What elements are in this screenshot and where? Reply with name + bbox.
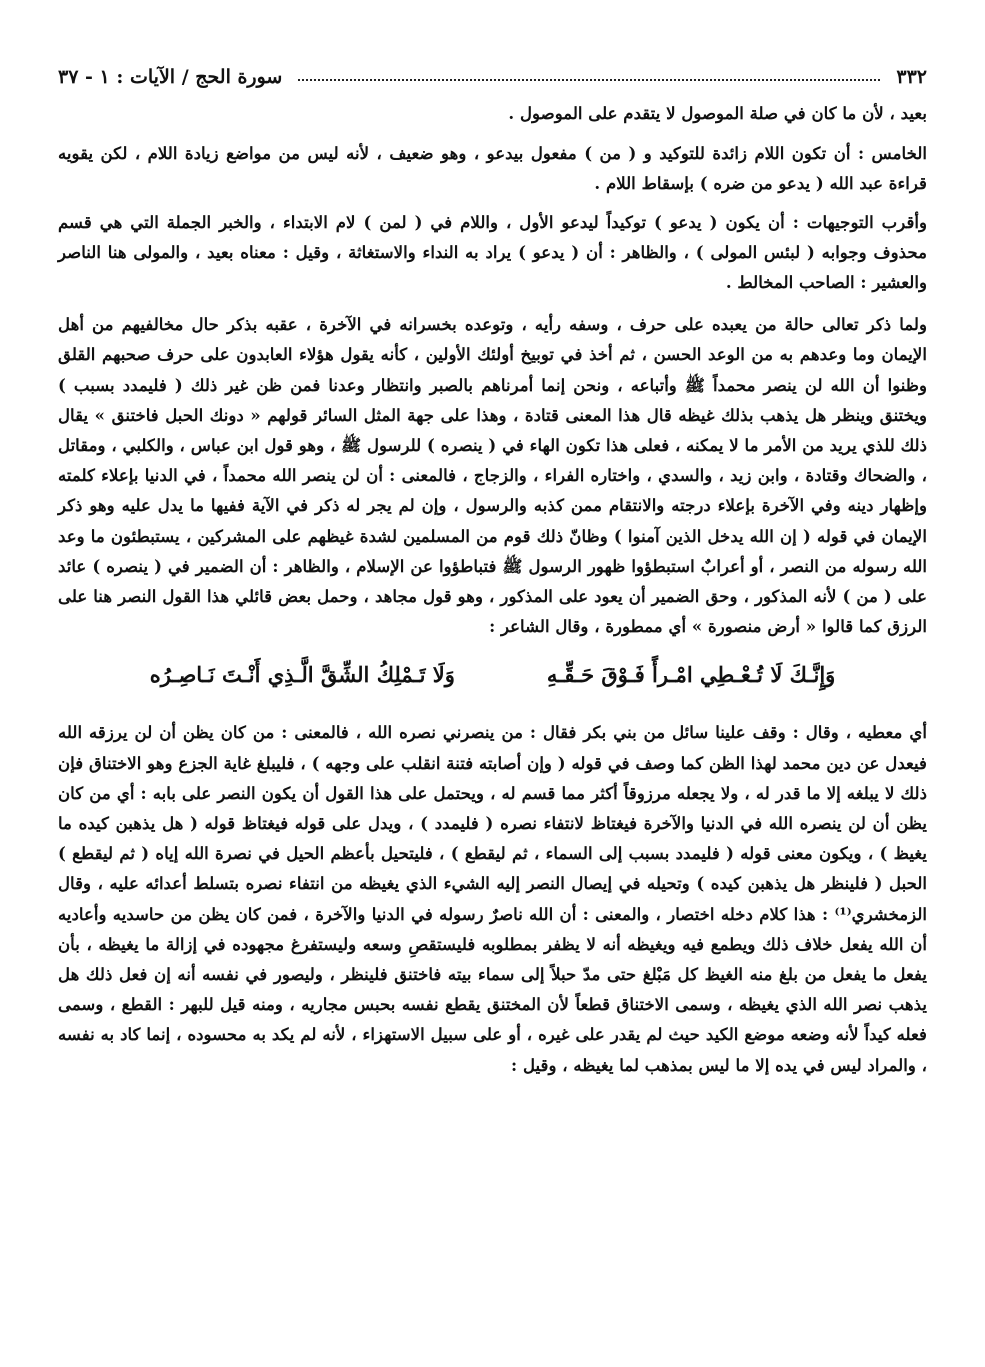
header-dotted-leader xyxy=(298,79,880,81)
page-number: ٣٣٢ xyxy=(896,66,927,88)
paragraph: الخامس : أن تكون اللام زائدة للتوكيد و ( من ) مفعول بيدعو ، وهو ضعيف ، لأنه ليس من مواضع زيادة اللام ، لكن يقويه قراءة عبد الله ( يدعو من ضره ) بإسقاط اللام . xyxy=(58,143,927,194)
page-header xyxy=(58,62,927,92)
running-title: سورة الحج / الآيات : ١ - ٣٧ xyxy=(58,66,283,88)
verse-second-hemistich: وَلَا تَـمْلِكُ الشِّقَّ الَّـذِي أَنْـتَ نَـاصِـرُه xyxy=(149,661,455,687)
paragraph: ولما ذكر تعالى حالة من يعبده على حرف ، وسفه رأيه ، وتوعده بخسرانه في الآخرة ، عقبه بذكر حال مخالفيهم من أهل الإيمان وما وعدهم به من الوعد الحسن ، ثم أخذ في توبيخ أولئك الأولين ، كأنه يقول هؤلاء العابدون على حرف صحبهم القلق وظنوا أن الله لن ينصر محمداً ﷺ وأتباعه ، ونحن إنما أمرناهم بالصبر وانتظار وعدنا فمن ظن غير ذلك ( فليمدد بسبب ) ويختنق وينظر هل يذهب بذلك غيظه قال هذا المعنى قتادة ، وهذا على جهة المثل السائر قولهم « دونك الحبل فاختنق » يقال ذلك للذي يريد من الأمر ما لا يمكنه ، فعلى هذا تكون الهاء في ( ينصره ) للرسول ﷺ ، وهو قول ابن عباس ، والكلبي ، ومقاتل ، والضحاك وقتادة ، وابن زيد ، والسدي ، واختاره الفراء ، والزجاج ، فالمعنى : أن لن ينصر الله محمداً ، في الدنيا بإعلاء كلمته وإظهار دينه وفي الآخرة بإعلاء درجته والانتقام ممن كذبه والرسول ، وإن لم يجر له ذكر في الآية ففيها ما يدل عليه وهو ذكر الإيمان في قوله ( إن الله يدخل الذين آمنوا ) وظانّ ذلك قوم من المسلمين لشدة غيظهم على المشركين ، يستبطئون ما وعد الله رسوله من النصر ، أو أعرابٌ استبطؤوا ظهور الرسول ﷺ فتباطؤوا عن الإسلام ، والظاهر : أن الضمير في ( ينصره ) عائد على ( من ) لأنه المذكور ، وحق الضمير أن يعود على المذكور ، وهو قول مجاهد ، وحمل بعض قائلي هذا القول النصر هنا على الرزق كما قالوا « أرض منصورة » أي ممطورة ، وقال الشاعر : xyxy=(58,314,927,637)
paragraph: بعيد ، لأن ما كان في صلة الموصول لا يتقدم على الموصول . xyxy=(508,103,927,123)
paragraph: وأقرب التوجيهات : أن يكون ( يدعو ) توكيداً ليدعو الأول ، واللام في ( لمن ) لام الابتداء ، والخبر الجملة التي هي قسم محذوف وجوابه ( لبئس المولى ) ، والظاهر : أن ( يدعو ) يراد به النداء والاستغاثة ، وقيل : معناه بعيد ، والمولى هنا الناصر والعشير : الصاحب المخالط . xyxy=(58,211,927,293)
paragraph: أي معطيه ، وقال : وقف علينا سائل من بني بكر فقال : من ينصرني نصره الله ، فالمعنى : من كان يظن أن لن يرزقه الله فيعدل عن دين محمد لهذا الظن كما وصف في قوله ( وإن أصابته فتنة انقلب على وجهه ) ، فليبلغ غاية الجزع وهو الاختناق فإن ذلك لا يبلغه إلا ما قدر له ، ولا يجعله مرزوقاً أكثر مما قسم له ، ويحتمل على هذا القول أن يكون النصر على بابه : أي من كان يظن أن لن ينصره الله في الدنيا والآخرة فيغتاظ لانتفاء نصره ( فليمدد ) ، ويدل على قوله فيغتاظ قوله ( هل يذهبن كيده ما يغيظ ) ، ويكون معنى قوله ( فليمدد بسبب إلى السماء ، ثم ليقطع ) ، فليتحيل بأعظم الحيل في نصرة الله إياه ( ثم ليقطع ) الحبل ( فلينظر هل يذهبن كيده ) وتحيله في إيصال النصر إليه الشيء الذي يغيظه من انتفاء نصره بتسلط أعدائه عليه ، وقال الزمخشري⁽¹⁾ : هذا كلام دخله اختصار ، والمعنى : أن الله ناصرٌ رسوله في الدنيا والآخرة ، فمن كان يظن من حاسديه وأعاديه أن الله يفعل خلاف ذلك ويطمع فيه ويغيظه أنه لا يظفر بمطلوبه فليستقصِ وسعه وليستفرغ مجهوده في إزالة ما يغيظه ، بأن يفعل ما يفعل من بلغ منه الغيظ كل مَبْلغ حتى مدّ حبلاً إلى سماء بيته فاختنق فلينظر ، وليصور في نفسه أنه إن فعل ذلك هل يذهب نصر الله الذي يغيظه ، وسمى الاختناق قطعاً لأن المختنق يقطع نفسه بحبس مجاريه ، ومنه قيل للبهر : القطع ، وسمى فعله كيداً لأنه وضعه موضع الكيد حيث لم يقدر على غيره ، أو على سبيل الاستهزاء ، لأنه لم يكد به محسوده ، إنما كاد به نفسه ، والمراد ليس في يده إلا ما ليس بمذهب لما يغيظه ، وقيل : xyxy=(58,722,927,1075)
poetry-verse xyxy=(58,647,927,701)
verse-first-hemistich: وَإِنَّـكَ لَا تُـعْـطِي امْـرأً فَـوْقَ حَـقِّـهِ xyxy=(546,661,836,687)
